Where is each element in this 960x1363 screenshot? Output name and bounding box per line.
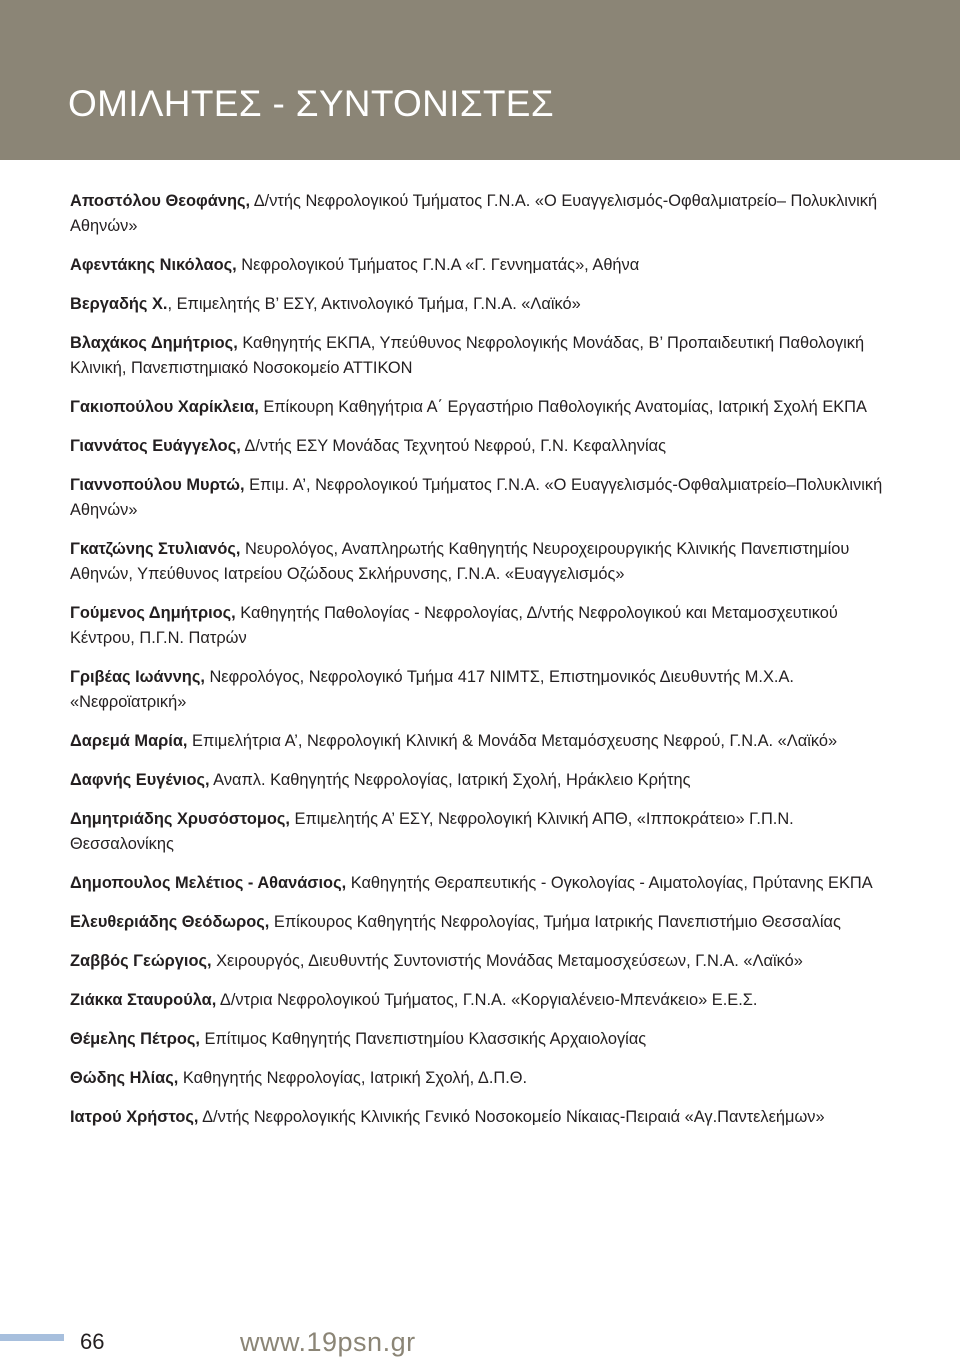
speaker-name: Βεργαδής Χ. — [70, 295, 168, 313]
speaker-description: Επιμελήτρια Α’, Νεφρολογική Κλινική & Μονάδα Μεταμόσχευσης Νεφρού, Γ.Ν.Α. «Λαϊκό» — [187, 732, 838, 750]
speaker-name: Δημητριάδης Χρυσόστομος, — [70, 810, 290, 828]
speaker-name: Ιατρού Χρήστος, — [70, 1108, 199, 1126]
speaker-description: Χειρουργός, Διευθυντής Συντονιστής Μονάδας Μεταμοσχεύσεων, Γ.Ν.Α. «Λαϊκό» — [211, 952, 803, 970]
speaker-name: Γριβέας Ιωάννης, — [70, 668, 205, 686]
footer-accent-bar — [0, 1334, 64, 1341]
page-title: ΟΜΙΛΗΤΕΣ - ΣΥΝΤΟΝΙΣΤΕΣ — [68, 83, 554, 124]
speaker-entry — [70, 729, 890, 754]
speaker-description: Δ/ντής Νεφρολογικού Τμήματος Γ.Ν.Α. «Ο Ευαγγελισμός-Οφθαλμιατρείο– Πολυκλινική Αθηνών» — [70, 192, 878, 235]
speaker-entry — [70, 949, 890, 974]
speaker-entry — [70, 807, 890, 857]
speaker-name: Θέμελης Πέτρος, — [70, 1030, 200, 1048]
speaker-entry — [70, 910, 890, 935]
speaker-description: Επίκουρη Καθηγήτρια Α΄ Εργαστήριο Παθολογικής Ανατομίας, Ιατρική Σχολή ΕΚΠΑ — [258, 398, 867, 416]
speaker-name: Αποστόλου Θεοφάνης, — [70, 192, 251, 210]
speaker-entry — [70, 1066, 890, 1091]
speaker-entry — [70, 331, 890, 381]
speaker-name: Αφεντάκης Νικόλαος, — [70, 256, 237, 274]
speaker-name: Βλαχάκος Δημήτριος, — [70, 334, 238, 352]
speaker-entry — [70, 871, 890, 896]
speaker-entry — [70, 473, 890, 523]
speaker-description: Καθηγητής ΕΚΠΑ, Υπεύθυνος Νεφρολογικής Μονάδας, Β’ Προπαιδευτική Παθολογική Κλινική, Πανεπιστημιακό Νοσοκομείο ΑΤΤΙΚΟΝ — [70, 334, 865, 377]
speaker-name: Γακιοπούλου Χαρίκλεια, — [70, 398, 259, 416]
speaker-name: Θώδης Ηλίας, — [70, 1069, 179, 1087]
speaker-name: Ζιάκκα Σταυρούλα, — [70, 991, 217, 1009]
speaker-name: Ελευθεριάδης Θεόδωρος, — [70, 913, 270, 931]
speaker-description: Καθηγητής Θεραπευτικής - Ογκολογίας - Αιματολογίας, Πρύτανης ΕΚΠΑ — [346, 874, 873, 892]
speaker-description: Επιμελητής Α’ ΕΣΥ, Νεφρολογική Κλινική ΑΠΘ, «Ιπποκράτειο» Γ.Π.Ν. Θεσσαλονίκης — [70, 810, 794, 853]
speaker-entry — [70, 601, 890, 651]
speaker-entry — [70, 665, 890, 715]
speaker-description: Νεφρολόγος, Νεφρολογικό Τμήμα 417 ΝΙΜΤΣ, Επιστημονικός Διευθυντής Μ.Χ.Α. «Νεφροϊατρική» — [70, 668, 794, 711]
speaker-description: Νευρολόγος, Αναπληρωτής Καθηγητής Νευροχειρουργικής Κλινικής Πανεπιστημίου Αθηνών, Υπεύθυνος Ιατρείου Οζώδους Σκλήρυνσης, Γ.Ν.Α. «Ευαγγελισμός» — [70, 540, 850, 583]
speaker-name: Γιαννοπούλου Μυρτώ, — [70, 476, 245, 494]
footer-website-url: www.19psn.gr — [240, 1327, 416, 1357]
speaker-description: Επίκουρος Καθηγητής Νεφρολογίας, Τμήμα Ιατρικής Πανεπιστήμιο Θεσσαλίας — [269, 913, 841, 931]
speaker-description: Δ/ντρια Νεφρολογικού Τμήματος, Γ.Ν.Α. «Κοργιαλένειο-Μπενάκειο» Ε.Ε.Σ. — [216, 991, 758, 1009]
speaker-description: , Επιμελητής Β’ ΕΣΥ, Ακτινολογικό Τμήμα, Γ.Ν.Α. «Λαϊκό» — [167, 295, 581, 313]
speaker-name: Ζαββός Γεώργιος, — [70, 952, 212, 970]
speaker-description: Επιμ. Α’, Νεφρολογικού Τμήματος Γ.Ν.Α. «Ο Ευαγγελισμός-Οφθαλμιατρείο–Πολυκλινική Αθηνών» — [70, 476, 883, 519]
speaker-entry — [70, 189, 890, 239]
speaker-description: Δ/ντής Νεφρολογικής Κλινικής Γενικό Νοσοκομείο Νίκαιας-Πειραιά «Αγ.Παντελεήμων» — [198, 1108, 825, 1126]
speaker-entry — [70, 1027, 890, 1052]
speaker-entry — [70, 1105, 890, 1130]
speaker-entry — [70, 537, 890, 587]
speaker-entry — [70, 434, 890, 459]
page-number: 66 — [80, 1329, 105, 1354]
speaker-name: Γκατζώνης Στυλιανός, — [70, 540, 241, 558]
speaker-entry — [70, 292, 890, 317]
header-band — [0, 0, 960, 160]
speaker-entry — [70, 768, 890, 793]
speaker-description: Καθηγητής Νεφρολογίας, Ιατρική Σχολή, Δ.Π.Θ. — [178, 1069, 528, 1087]
speaker-description: Νεφρολογικού Τμήματος Γ.Ν.Α «Γ. Γεννηματάς», Αθήνα — [236, 256, 640, 274]
speaker-entry — [70, 395, 890, 420]
speaker-description: Αναπλ. Καθηγητής Νεφρολογίας, Ιατρική Σχολή, Ηράκλειο Κρήτης — [209, 771, 691, 789]
speaker-description: Καθηγητής Παθολογίας - Νεφρολογίας, Δ/ντής Νεφρολογικού και Μεταμοσχευτικού Κέντρου, Π.Γ.Ν. Πατρών — [70, 604, 838, 647]
speaker-description: Επίτιμος Καθηγητής Πανεπιστημίου Κλασσικής Αρχαιολογίας — [199, 1030, 647, 1048]
speaker-name: Γούμενος Δημήτριος, — [70, 604, 236, 622]
speaker-name: Δαφνής Ευγένιος, — [70, 771, 210, 789]
speaker-name: Δημοπουλος Μελέτιος - Αθανάσιος, — [70, 874, 347, 892]
speaker-name: Δαρεμά Μαρία, — [70, 732, 188, 750]
speaker-entry — [70, 253, 890, 278]
speaker-list — [70, 189, 890, 1144]
speaker-description: Δ/ντής ΕΣΥ Μονάδας Τεχνητού Νεφρού, Γ.Ν. Κεφαλληνίας — [240, 437, 666, 455]
speaker-entry — [70, 988, 890, 1013]
speaker-name: Γιαννάτος Ευάγγελος, — [70, 437, 241, 455]
